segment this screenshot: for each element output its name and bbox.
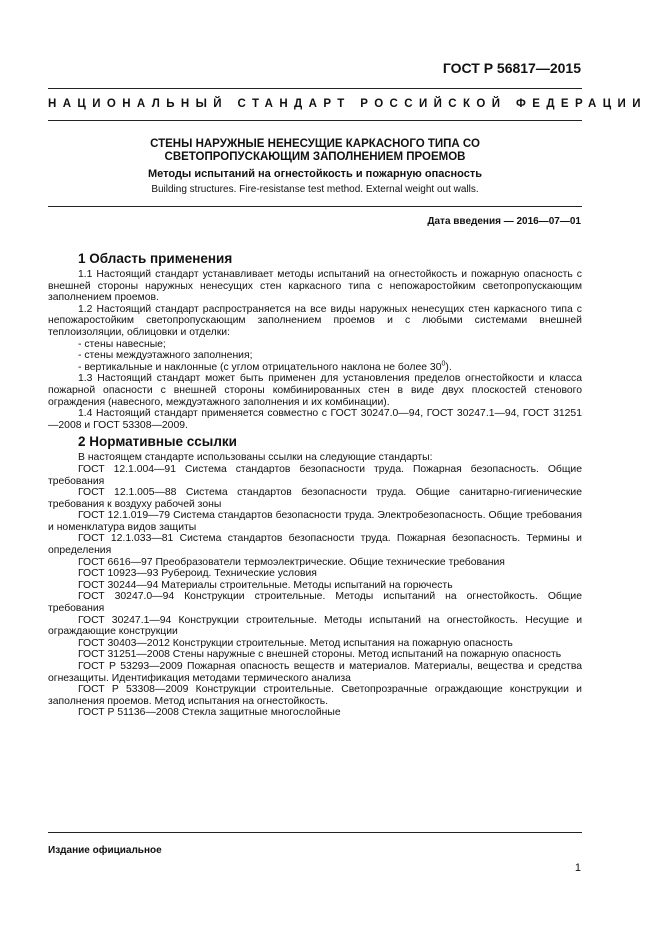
reference-item: ГОСТ Р 51136—2008 Стекла защитные многослойные: [78, 707, 341, 719]
section-2-heading: 2 Нормативные ссылки: [78, 434, 237, 450]
reference-item: ГОСТ 12.1.005—88 Система стандартов безопасности труда. Общие санитарно-гигиенические требования к воздуху рабочей зоны: [48, 487, 582, 510]
document-number: ГОСТ Р 56817—2015: [442, 60, 581, 76]
title-block: [48, 138, 582, 195]
document-body: [48, 250, 582, 719]
list-item: - стены междуэтажного заполнения;: [78, 350, 253, 362]
national-standard-banner: НАЦИОНАЛЬНЫЙ СТАНДАРТ РОССИЙСКОЙ ФЕДЕРАЦИИ: [48, 98, 647, 110]
reference-item: ГОСТ 30247.1—94 Конструкции строительные. Методы испытаний на огнестойкость. Несущие и ограждающие конструкции: [48, 614, 582, 638]
clause-1-1: 1.1 Настоящий стандарт устанавливает методы испытаний на огнестойкость и пожарную опасность с внешней стороны наружных ненесущих стен каркасного типа с непожаростойким светопропускающим заполнением проемов.: [48, 269, 582, 304]
reference-item: ГОСТ 30403—2012 Конструкции строительные. Метод испытания на пожарную опасность: [78, 637, 513, 649]
page-number: 1: [574, 862, 581, 874]
reference-item: ГОСТ 10923—93 Рубероид. Технические условия: [78, 568, 317, 580]
banner-rule: [48, 120, 582, 121]
reference-item: ГОСТ 12.1.004—91 Система стандартов безопасности труда. Пожарная безопасность. Общие требования: [48, 463, 582, 487]
official-edition-label: Издание официальное: [48, 845, 162, 856]
clause-1-2: 1.2 Настоящий стандарт распространяется на все виды наружных ненесущих стен каркасного типа с непожаростойким светопропускающим заполнением проемов и с любыми системами внешней теплоизоляции, облицовки и отделки:: [48, 303, 582, 338]
reference-item: ГОСТ Р 53293—2009 Пожарная опасность веществ и материалов. Материалы, вещества и средства огнезащиты. Идентификация методами термического анализа: [48, 661, 582, 684]
title-line-1: СТЕНЫ НАРУЖНЫЕ НЕНЕСУЩИЕ КАРКАСНОГО ТИПА СО: [150, 138, 480, 150]
title-english: Building structures. Fire-resistanse test method. External weight out walls.: [151, 184, 479, 195]
title-line-2: СВЕТОПРОПУСКАЮЩИМ ЗАПОЛНЕНИЕМ ПРОЕМОВ: [164, 151, 466, 163]
list-item-end: ).: [445, 361, 452, 373]
reference-item: ГОСТ Р 53308—2009 Конструкции строительные. Светопрозрачные ограждающие конструкции и заполнения проемов. Метод испытания на огнестойкость.: [48, 684, 582, 707]
list-item-text: - вертикальные и наклонные (с углом отрицательного наклона не более 30: [78, 361, 442, 373]
introduction-date: Дата введения — 2016—07—01: [427, 216, 581, 227]
references-intro: В настоящем стандарте использованы ссылки на следующие стандарты:: [78, 452, 433, 464]
clause-1-4: 1.4 Настоящий стандарт применяется совместно с ГОСТ 30247.0—94, ГОСТ 30247.1—94, ГОСТ 31251—2008 и ГОСТ 53308—2009.: [48, 408, 582, 431]
reference-item: ГОСТ 12.1.019—79 Система стандартов безопасности труда. Электробезопасность. Общие требования и номенклатура видов защиты: [48, 510, 582, 533]
footer-rule: [48, 832, 582, 833]
reference-item: ГОСТ 31251—2008 Стены наружные с внешней стороны. Метод испытаний на пожарную опасность: [78, 649, 562, 661]
list-item: [48, 362, 582, 374]
title-rule: [48, 206, 582, 207]
reference-item: ГОСТ 6616—97 Преобразователи термоэлектрические. Общие технические требования: [78, 556, 505, 568]
reference-item: ГОСТ 12.1.033—81 Система стандартов безопасности труда. Пожарная безопасность. Термины и определения: [48, 533, 582, 557]
clause-1-3: 1.3 Настоящий стандарт может быть применен для установления пределов огнестойкости и класса пожарной опасности с внешней стороны комбинированных стен в виде двух плоскостей стенового ограждения (навесного, междуэтажного заполнения и их комбинации).: [48, 373, 582, 408]
list-item: - стены навесные;: [78, 338, 166, 350]
section-1-heading: 1 Область применения: [78, 251, 233, 266]
reference-item: ГОСТ 30247.0—94 Конструкции строительные. Методы испытаний на огнестойкость. Общие требования: [48, 591, 582, 615]
degree-sup: 0: [441, 360, 446, 368]
title-subtitle: Методы испытаний на огнестойкость и пожарную опасность: [148, 168, 482, 180]
top-rule: [48, 88, 582, 89]
reference-item: ГОСТ 30244—94 Материалы строительные. Методы испытаний на горючесть: [78, 579, 453, 591]
